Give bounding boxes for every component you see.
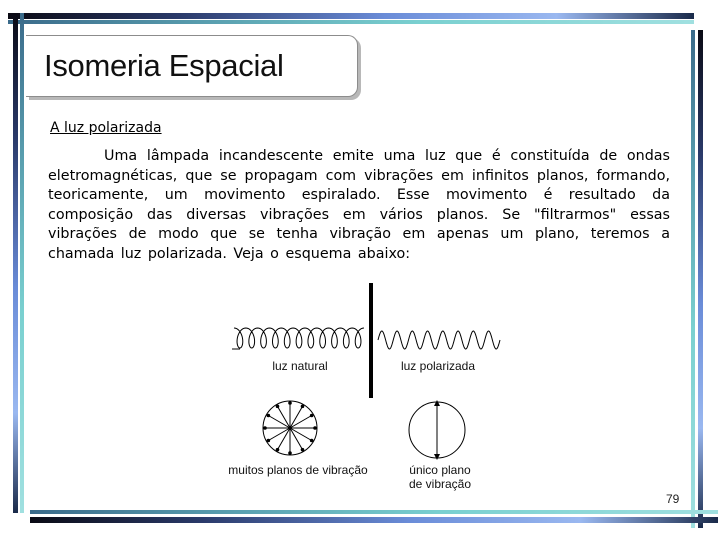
many-planes-circle xyxy=(263,401,317,455)
many-planes-label: muitos planos de vibração xyxy=(228,463,368,477)
vibration-arrowhead xyxy=(310,439,314,443)
vibration-arrowhead xyxy=(267,414,271,418)
vibration-arrowhead xyxy=(263,426,267,430)
slide-title: Isomeria Espacial xyxy=(44,48,284,83)
vibration-arrowhead xyxy=(301,405,305,409)
body-paragraph: Uma lâmpada incandescente emite uma luz que é constituída de ondas eletromagnéticas, que se propagam com vibrações em infinitos planos, formando, teoricamente, um movimento espiralado. Esse movimento é resultado da composição das diversas vibrações em vários planos. Se "filtrarmos" essas vibrações de modo que se tenha vibração em apenas um plano, teremos a chamada luz polarizada. Veja o esquema abaixo: xyxy=(48,148,670,262)
single-plane-label-2: de vibração xyxy=(408,477,472,491)
single-plane-circle xyxy=(409,400,465,460)
vibration-arrowhead xyxy=(276,448,280,452)
vibration-arrowhead xyxy=(313,426,317,430)
vibration-arrowhead xyxy=(288,401,292,405)
single-plane-label-1: único plano xyxy=(409,463,471,477)
natural-light-spiral xyxy=(232,328,364,349)
polarized-light-wave xyxy=(378,331,500,349)
natural-light-label: luz natural xyxy=(272,359,328,373)
vibration-arrowhead xyxy=(301,448,305,452)
page-number: 79 xyxy=(666,492,680,506)
vibration-arrowhead xyxy=(288,451,292,455)
vibration-arrowhead xyxy=(276,405,280,409)
polarized-light-label: luz polarizada xyxy=(400,359,476,373)
vibration-arrowhead xyxy=(267,439,271,443)
section-heading: A luz polarizada xyxy=(50,120,162,136)
vibration-arrowhead xyxy=(310,414,314,418)
